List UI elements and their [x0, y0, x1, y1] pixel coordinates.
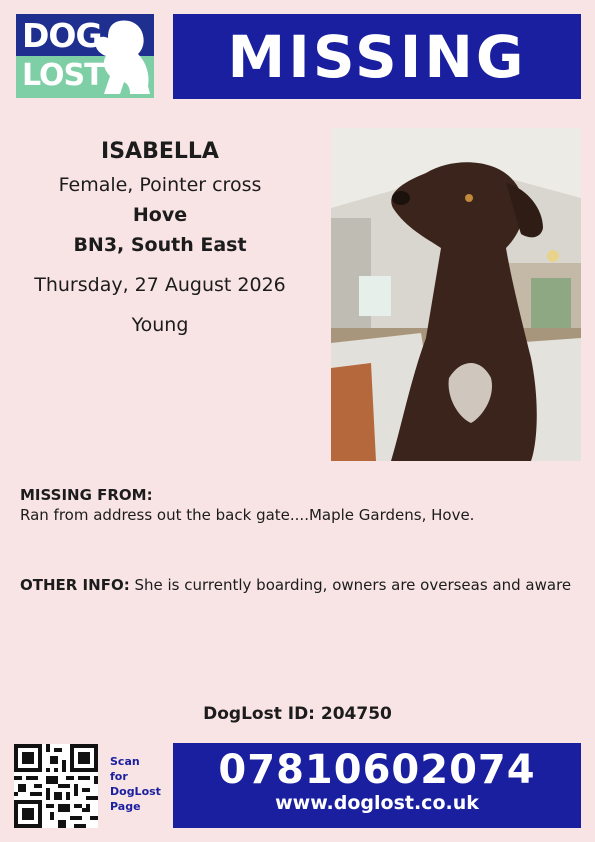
- contact-banner: [173, 743, 581, 828]
- dog-photo-illustration: [331, 128, 581, 461]
- doglost-logo: [16, 14, 154, 98]
- other-info: [20, 576, 580, 594]
- qr-code[interactable]: [14, 744, 98, 828]
- dog-name: ISABELLA: [101, 139, 219, 164]
- scan-line: for: [110, 770, 128, 783]
- logo-word-dog: DOG: [22, 16, 102, 55]
- dog-sex-breed: Female, Pointer cross: [58, 174, 262, 196]
- scan-line: Scan: [110, 755, 140, 768]
- website-link[interactable]: www.doglost.co.uk: [275, 792, 479, 814]
- missing-date: Thursday, 27 August 2026: [34, 274, 286, 296]
- qr-code-icon: [14, 744, 98, 828]
- other-info-text: She is currently boarding, owners are overseas and aware: [134, 576, 572, 594]
- doglost-id: DogLost ID: 204750: [203, 704, 392, 724]
- logo-word-lost: LOST: [22, 58, 104, 93]
- other-info-label: OTHER INFO:: [20, 576, 130, 594]
- dog-area: Hove: [132, 204, 188, 226]
- scan-for-doglost-page: [110, 754, 170, 814]
- dog-age: Young: [131, 314, 189, 336]
- phone-number[interactable]: 07810602074: [218, 747, 536, 793]
- missing-banner: [173, 14, 581, 99]
- dog-postcode-region: BN3, South East: [73, 234, 247, 256]
- scan-line: DogLost: [110, 785, 161, 798]
- missing-from-text: Ran from address out the back gate....Maple Gardens, Hove.: [20, 506, 475, 524]
- missing-title: MISSING: [227, 22, 527, 91]
- dog-photo: [331, 128, 581, 461]
- scan-line: Page: [110, 800, 141, 813]
- missing-from-label: MISSING FROM:: [20, 486, 153, 504]
